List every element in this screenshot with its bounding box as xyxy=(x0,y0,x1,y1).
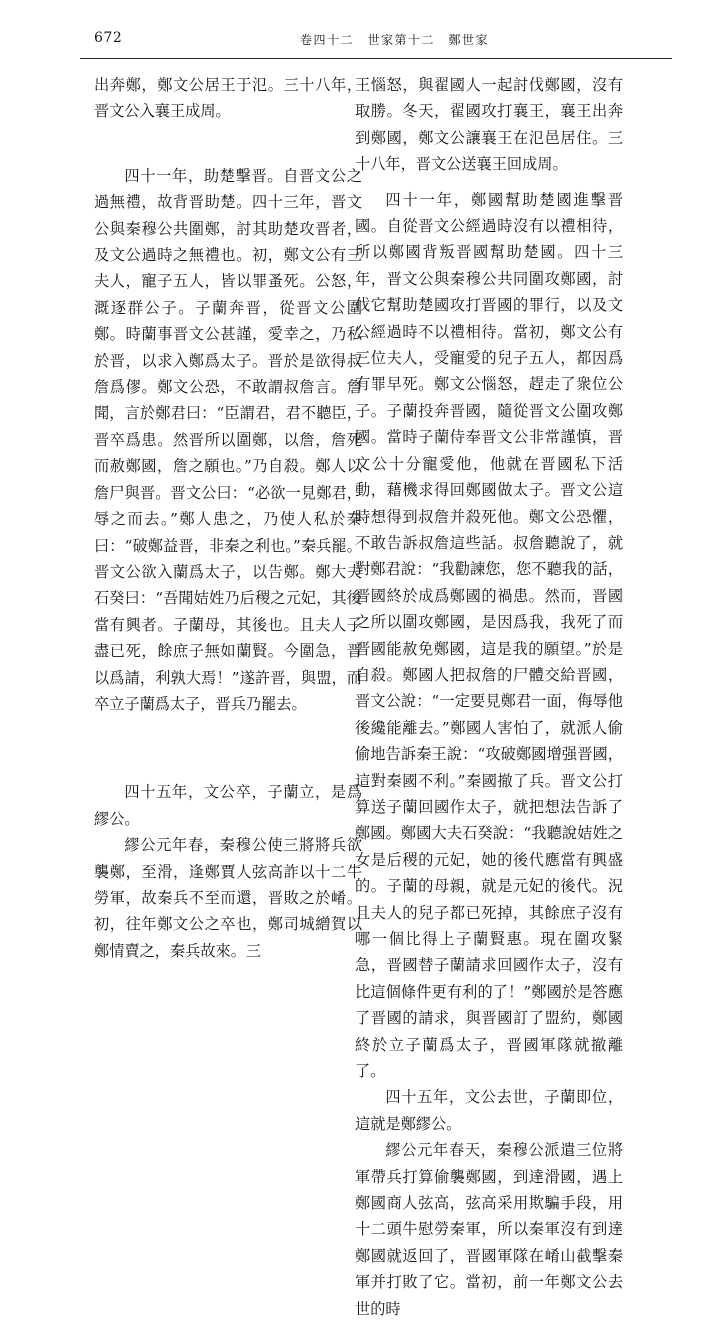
translation-paragraph: 四十五年，文公去世，子蘭即位，這就是鄭繆公。 xyxy=(355,1088,623,1133)
classical-paragraph: 繆公元年春，秦穆公使三將將兵欲襲鄭，至滑，逢鄭賈人弦高詐以十二牛勞軍，故秦兵不至而還，晋敗之於崤。初，往年鄭文公之卒也，鄭司城繒賀以鄭情賣之，秦兵故來。三 xyxy=(94,836,362,960)
classical-text-column xyxy=(94,72,362,987)
translation-text-column xyxy=(355,72,623,1318)
classical-paragraph: 出奔鄭，鄭文公居王于氾。三十八年，晋文公入襄王成周。 xyxy=(94,76,362,121)
page-number: 672 xyxy=(94,30,123,46)
header-rule xyxy=(80,58,672,59)
running-head: 卷四十二 世家第十二 鄭世家 xyxy=(300,33,490,47)
translation-paragraph: 王惱怒，與翟國人一起討伐鄭國，沒有取勝。冬天，翟國攻打襄王，襄王出奔到鄭國，鄭文公讓襄王在氾邑居住。三十八年，晋文公送襄王回成周。 xyxy=(355,76,623,174)
translation-paragraph: 繆公元年春天，秦穆公派遣三位將軍帶兵打算偷襲鄭國，到達滑國，遇上鄭國商人弦高，弦高采用欺騙手段，用十二頭牛慰勞秦軍，所以秦軍沒有到達鄭國就返回了，晋國軍隊在崤山截擊秦軍并打敗了它。當初，前一年鄭文公去世的時 xyxy=(355,1141,623,1318)
classical-paragraph: 四十五年，文公卒，子蘭立，是爲繆公。 xyxy=(94,783,362,828)
classical-paragraph: 四十一年，助楚擊晋。自晋文公之過無禮，故背晋助楚。四十三年，晋文公與秦穆公共圍鄭，討其助楚攻晋者，及文公過時之無禮也。初，鄭文公有三夫人，寵子五人，皆以罪蚤死。公怒，溉逐群公子。子蘭奔晋，從晋文公圍鄭。時蘭事晋文公甚謹，愛幸之，乃私於晋，以求入鄭爲太子。晋於是欲得叔詹爲僇。鄭文公恐，不敢謂叔詹言。詹聞，言於鄭君曰：“臣謂君，君不聽臣，晋卒爲患。然晋所以圍鄭，以詹，詹死而赦鄭國，詹之願也。”乃自殺。鄭人以詹尸與晋。晋文公曰：“必欲一見鄭君，辱之而去。”鄭人患之，乃使人私於秦曰：“破鄭益晋，非秦之利也。”秦兵罷。晋文公欲入蘭爲太子，以告鄭。鄭大夫石癸曰：“吾聞姞姓乃后稷之元妃，其後當有興者。子蘭母，其後也。且夫人子盡已死，餘庶子無如蘭賢。今圍急，晋以爲請，利孰大焉！”遂許晋，與盟，而卒立子蘭爲太子，晋兵乃罷去。 xyxy=(94,166,362,713)
translation-paragraph: 四十一年，鄭國幫助楚國進擊晋國。自從晋文公經過時沒有以禮相待，所以鄭國背叛晋國幫助楚國。四十三年，晋文公與秦穆公共同圍攻鄭國，討伐它幫助楚國攻打晋國的罪行，以及文公經過時不以禮相待。當初，鄭文公有三位夫人，受寵愛的兒子五人，都因爲有罪早死。鄭文公惱怒，趕走了衆位公子。子蘭投奔晋國，隨從晋文公圍攻鄭國。當時子蘭侍奉晋文公非常謹慎，晋文公十分寵愛他，他就在晋國私下活動，藉機求得回鄭國做太子。晋文公這時想得到叔詹并殺死他。鄭文公恐懼，不敢告訴叔詹這些話。叔詹聽說了，就對鄭君說：“我勸諫您，您不聽我的話，晋國終於成爲鄭國的禍患。然而，晋國之所以圍攻鄭國，是因爲我，我死了而晋國能赦免鄭國，這是我的願望。”於是自殺。鄭國人把叔詹的尸體交給晋國，晋文公說：“一定要見鄭君一面，侮辱他後纔能離去。”鄭國人害怕了，就派人偷偷地告訴秦王說：“攻破鄭國增强晋國，這對秦國不利。”秦國撤了兵。晋文公打算送子蘭回國作太子，就把想法告訴了鄭國。鄭國大夫石癸說：“我聽說姞姓之女是后稷的元妃，她的後代應當有興盛的。子蘭的母親，就是元妃的後代。況且夫人的兒子都已死掉，其餘庶子沒有哪一個比得上子蘭賢惠。現在圍攻緊急，晋國替子蘭請求回國作太子，沒有比這個條件更有利的了！”鄭國於是答應了晋國的請求，與晋國訂了盟約，鄭國終於立子蘭爲太子，晋國軍隊就撤離了。 xyxy=(355,190,623,1081)
